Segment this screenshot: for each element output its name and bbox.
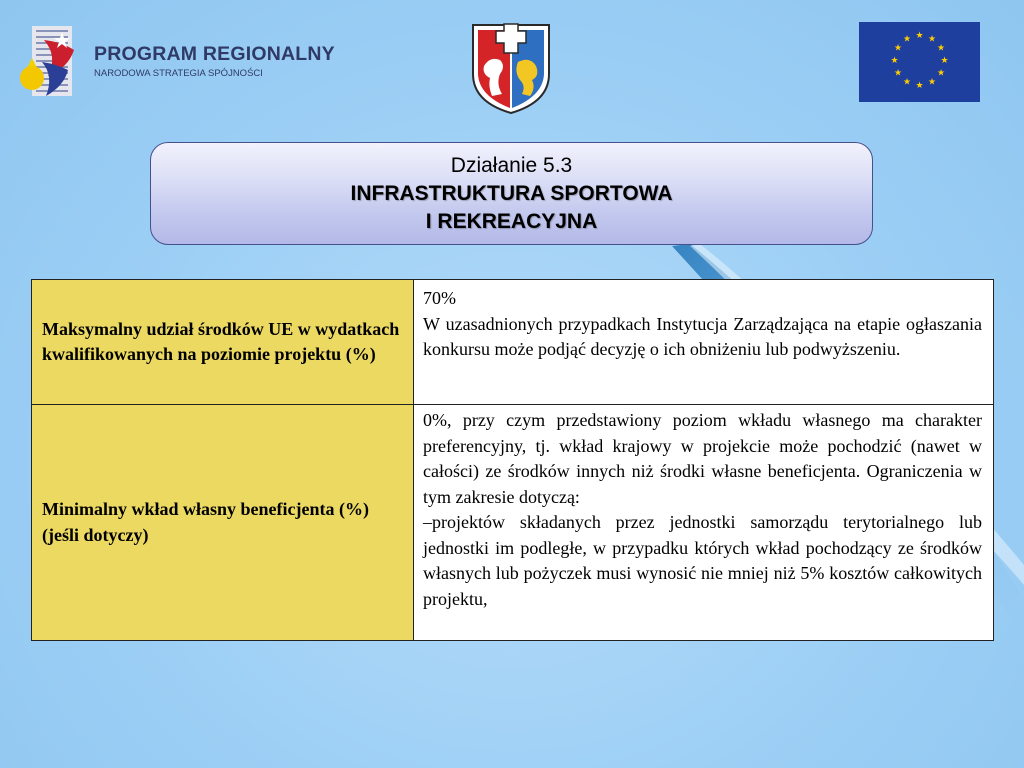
svg-text:★: ★ (915, 31, 924, 41)
svg-text:★: ★ (902, 77, 912, 88)
program-title: PROGRAM REGIONALNY (94, 43, 335, 65)
value-line: W uzasadnionych przypadkach Instytucja Zarządzająca na etapie ogłaszania konkursu może podjąć decyzję o ich obniżeniu lub podwyższeniu. (423, 313, 982, 359)
action-title-line2: I REKREACYJNA (425, 209, 598, 233)
value-line: 0%, przy czym przedstawiony poziom wkładu własnego ma charakter preferencyjny, tj. wkład krajowy w projekcie może pochodzić (nawet w całości) ze środków innych niż środki własne beneficjenta. Ograniczenia w tym zakresie dotyczą: (423, 410, 982, 507)
table-row (32, 280, 994, 405)
table-row (32, 405, 994, 641)
coat-of-arms-icon (470, 22, 552, 116)
svg-text:★: ★ (936, 43, 946, 54)
title-box (150, 142, 873, 245)
action-title-line1: INFRASTRUKTURA SPORTOWA (350, 181, 673, 205)
svg-text:★: ★ (893, 43, 903, 54)
action-number: Działanie 5.3 (450, 153, 573, 177)
svg-text:★: ★ (940, 56, 949, 66)
svg-text:★: ★ (902, 34, 912, 45)
svg-text:★: ★ (927, 34, 937, 45)
svg-text:★: ★ (893, 68, 903, 79)
svg-text:★: ★ (927, 77, 937, 88)
eu-flag-icon (859, 22, 980, 102)
row-value-min-own-contribution (414, 405, 994, 641)
value-line: –projektów składanych przez jednostki samorządu terytorialnego lub jednostki im podległe, w przypadku których wkład pochodzący ze środków własnych lub pożyczek musi wynosić nie mniej niż 5% kosztów całkowitych projektu, (423, 512, 982, 609)
info-table (31, 279, 994, 641)
program-subtitle: NARODOWA STRATEGIA SPÓJNOŚCI (94, 68, 263, 79)
svg-text:★: ★ (915, 81, 924, 91)
row-value-max-eu-share (414, 280, 994, 405)
program-regionalny-logo (18, 16, 348, 102)
value-line: 70% (423, 288, 456, 308)
row-label-max-eu-share: Maksymalny udział środków UE w wydatkach kwalifikowanych na poziomie projektu (%) (32, 280, 414, 405)
row-label-min-own-contribution: Minimalny wkład własny beneficjenta (%) (jeśli dotyczy) (32, 405, 414, 641)
svg-text:★: ★ (890, 56, 899, 66)
program-logo-icon (18, 16, 88, 102)
svg-text:★: ★ (936, 68, 946, 79)
